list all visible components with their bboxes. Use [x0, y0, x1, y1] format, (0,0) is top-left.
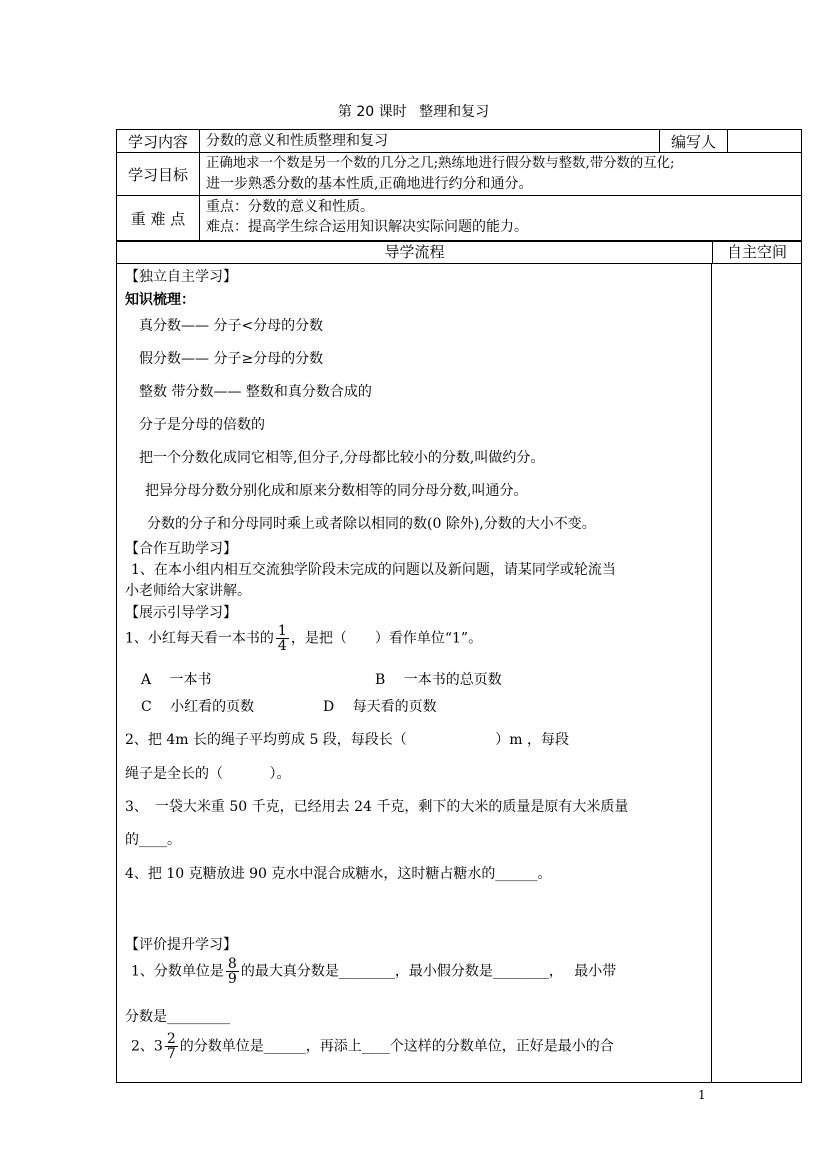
- goal-label: 学习目标: [117, 153, 200, 195]
- evaluation-2: [131, 1032, 614, 1061]
- e1-suffix: 的最大真分数是________，最小假分数是________， 最小带: [240, 963, 617, 980]
- study-content-row: [117, 130, 801, 153]
- section-independent-title: 【独立自主学习】: [125, 269, 237, 285]
- fraction-denominator: 4: [277, 638, 287, 654]
- goal-line-1: 正确地求一个数是另一个数的几分之几;熟练地进行假分数与整数,带分数的互化;: [206, 156, 675, 171]
- section-display-title: 【展示引导学习】: [125, 605, 237, 621]
- header-table: [116, 129, 802, 241]
- fraction-numerator: 8: [227, 956, 237, 972]
- key-label: 重 难 点: [117, 196, 200, 240]
- question-4: 4、把 10 克糖放进 90 克水中混合成糖水，这时糖占糖水的______。: [125, 866, 552, 882]
- question-3-line-1: 3、 一袋大米重 50 千克，已经用去 24 千克，剩下的大米的质量是原有大米质量: [125, 799, 629, 815]
- guide-body: [117, 264, 801, 1082]
- free-space-column: [712, 264, 801, 1082]
- guide-table: [116, 241, 802, 1083]
- knowledge-subtitle: 知识梳理：: [125, 292, 195, 308]
- knowledge-item: 分数的分子和分母同时乘上或者除以相同的数(0 除外),分数的大小不变。: [147, 516, 596, 532]
- study-content-label: 学习内容: [117, 130, 200, 152]
- section-evaluation-title: 【评价提升学习】: [125, 937, 237, 953]
- goal-line-2: 进一步熟悉分数的基本性质,正确地进行约分和通分。: [206, 176, 533, 192]
- key-line-1: 重点：分数的意义和性质。: [206, 199, 374, 215]
- cooperation-line: 小老师给大家讲解。: [125, 583, 251, 599]
- q1-option-c: C 小红看的页数: [141, 699, 255, 715]
- question-2-line-1: 2、把 4m 长的绳子平均剪成 5 段，每段长（ ）m ，每段: [125, 732, 569, 748]
- e1-prefix: 1、分数单位是: [131, 963, 224, 980]
- page-title: [0, 101, 827, 121]
- fraction-one-quarter: [276, 624, 289, 653]
- knowledge-item: 把异分母分数分别化成和原来分数相等的同分母分数,叫通分。: [145, 483, 528, 499]
- q1-option-a: A 一本书: [141, 672, 212, 688]
- fraction-numerator: 1: [277, 623, 287, 639]
- guide-header-row: [117, 242, 801, 264]
- author-label: 编写人: [660, 130, 728, 152]
- q1-prefix: 1、小红每天看一本书的: [125, 630, 274, 647]
- key-row: [117, 196, 801, 240]
- lesson-number: 第 20 课时: [337, 104, 407, 120]
- flow-header: 导学流程: [117, 242, 713, 263]
- lesson-topic: 整理和复习: [419, 104, 490, 120]
- fraction-eight-ninths: [226, 957, 239, 986]
- question-2-line-2: 绳子是全长的（ ）。: [125, 766, 291, 782]
- knowledge-item: 假分数—— 分子≥分母的分数: [139, 351, 324, 367]
- study-content-value: 分数的意义和性质整理和复习: [200, 130, 660, 152]
- goal-text: [200, 153, 801, 195]
- q1-option-b: B 一本书的总页数: [375, 672, 502, 688]
- question-1: [125, 624, 482, 653]
- q1-suffix: ，是把（ ）看作单位“1”。: [290, 630, 483, 647]
- fraction-two-sevenths: [165, 1032, 178, 1061]
- section-cooperation-title: 【合作互助学习】: [125, 541, 237, 557]
- fraction-denominator: 9: [227, 971, 237, 987]
- goal-row: [117, 153, 801, 196]
- e2-prefix: 2、3: [131, 1038, 163, 1055]
- knowledge-item: 把一个分数化成同它相等,但分子,分母都比较小的分数,叫做约分。: [139, 450, 545, 466]
- page-number: 1: [698, 1088, 706, 1102]
- key-line-2: 难点：提高学生综合运用知识解决实际问题的能力。: [206, 219, 528, 235]
- flow-content: [117, 264, 712, 1082]
- question-3-line-2: 的____。: [125, 832, 181, 848]
- knowledge-item: 整数 带分数—— 整数和真分数合成的: [139, 384, 372, 400]
- author-value: [728, 130, 801, 152]
- knowledge-item: 分子是分母的倍数的: [139, 417, 265, 433]
- fraction-numerator: 2: [166, 1031, 176, 1047]
- evaluation-1: [131, 957, 616, 986]
- evaluation-1-line-2: 分数是_________: [125, 1009, 230, 1025]
- cooperation-line: 1、在本小组内相互交流独学阶段未完成的问题以及新问题，请某同学或轮流当: [131, 562, 616, 578]
- key-text: [200, 196, 801, 240]
- fraction-denominator: 7: [166, 1046, 176, 1062]
- free-space-header: 自主空间: [726, 243, 787, 261]
- q1-option-d: D 每天看的页数: [323, 699, 437, 715]
- e2-suffix: 的分数单位是______，再添上____个这样的分数单位，正好是最小的合: [179, 1038, 614, 1055]
- knowledge-item: 真分数—— 分子<分母的分数: [139, 318, 324, 334]
